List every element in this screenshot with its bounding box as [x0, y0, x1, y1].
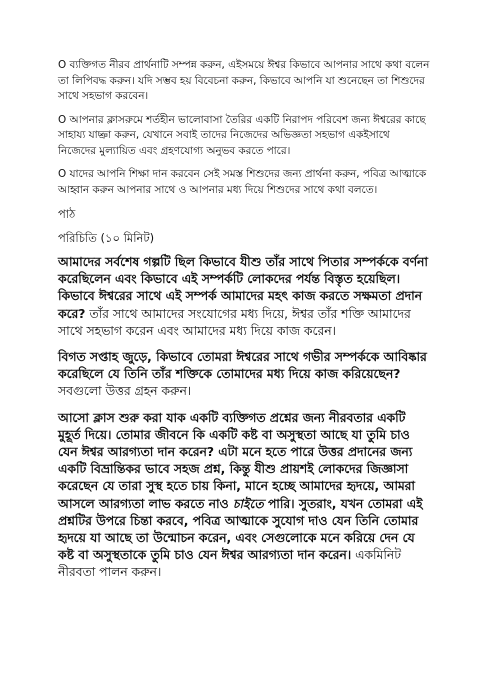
intro-paragraph-1 [58, 254, 430, 340]
intro-paragraph-2 [58, 349, 430, 401]
intro-paragraph-3 [58, 410, 430, 582]
prayer-step: O ব্যক্তিগত নীরব প্রার্থনাটি সম্পন্ন করুন, এইসময়ে ঈশ্বর কিভাবে আপনার সাথে কথা বলেন তা লিপিবদ্ধ করুন। যদি সম্ভব হয় বিবেচনা করুন, কিভাবে আপনি যা শুনেছেন তা শিশুদের সাথে সহভাগ করবেন। [58, 59, 430, 102]
intro-paragraph-3-bold-1: আসো ক্লাস শুরু করা যাক একটি ব্যক্তিগত প্রশ্নের জন্য নীরবতার একটি মুহূর্ত দিয়ে। তোমার জীবনে কি একটি কষ্ট বা অসুস্থতা আছে যা তুমি চাও যেন ঈশ্বর আরগ্যতা দান করেন? এটা মনে হতে পারে উত্তর প্রদানের জন্য একটি বিভ্রান্তিকর ভাবে সহজ প্রশ্ন, কিন্তু যীশু প্রায়শই লোকদের জিজ্ঞাসা করেছেন যে তারা সুস্থ হতে চায় কিনা, মানে হচ্ছে আমাদের হৃদয়ে, আমরা আসলে আরগ্যতা লাভ করতে নাও [58, 410, 415, 511]
intro-paragraph-2-text: সবগুলো উত্তর গ্রহন করুন। [58, 384, 192, 399]
lesson-heading: পাঠ [58, 207, 76, 221]
prayer-step: O যাদের আপনি শিক্ষা দান করবেন সেই সমস্ত শিশুদের জন্য প্রার্থনা করুন, পবিত্র আত্মাকে আহ্বান করুন আপনার সাথে ও আপনার মধ্য দিয়ে শিশুদের সাথে কথা বলতে। [58, 168, 427, 196]
intro-heading: পরিচিতি (১০ মিনিট) [58, 231, 155, 245]
intro-paragraph-2-bold: বিগত সপ্তাহ জুড়ে, কিভাবে তোমরা ঈশ্বরের সাথে গভীর সম্পর্ককে আবিষ্কার করেছিলে যে তিনি তাঁর শক্তিকে তোমাদের মধ্য দিয়ে কাজ করিয়েছেন? [58, 350, 427, 382]
intro-paragraph-3-bold-2: পারি। সুতরাং, যখন তোমরা এই প্রশ্নটির উপরে চিন্তা করবে, পবিত্র আত্মাকে সুযোগ দাও যেন তিনি তোমার হৃদয়ে যা আছে তা উন্মোচন করেন, এবং সেগুলোকে মনে করিয়ে দেন যে কষ্ট বা অসুস্থতাকে তুমি চাও যেন ঈশ্বর আরগ্যতা দান করেন। [58, 496, 423, 563]
document-page [58, 58, 430, 591]
intro-paragraph-1-text: তাঁর সাথে আমাদের সংযোগের মধ্য দিয়ে, ঈশ্বর তাঁর শক্তি আমাদের সাথে সহভাগ করেন এবং আমাদের মধ্য দিয়ে কাজ করেন। [58, 306, 411, 338]
intro-paragraph-1-bold: আমাদের সর্বশেষ গল্পটি ছিল কিভাবে যীশু তাঁর সাথে পিতার সম্পর্ককে বর্ণনা করেছিলেন এবং কিভাবে এই সম্পর্কটি লোকদের পর্যন্ত বিস্তৃত হয়েছিল। কিভাবে ঈশ্বরের সাথে এই সম্পর্ক আমাদের মহৎ কাজ করতে সক্ষমতা প্রদান করে? [58, 255, 428, 321]
prayer-step: O আপনার ক্লাসরুমে শর্তহীন ভালোবাসা তৈরির একটি নিরাপদ পরিবেশ জন্য ঈশ্বরের কাছে সাহায্য যাচ্ঞা করুন, যেখানে সবাই তাদের নিজেদের অভিজ্ঞতা সহভাগ একইসাথে নিজেদের মুল্যায়িত এবং গ্রহণযোগ্য অনুভব করতে পারে। [58, 113, 426, 157]
intro-paragraph-3-text: একমিনিট নীরবতা পালন করুন। [58, 548, 401, 580]
intro-paragraph-3-italic: চাইতে [232, 496, 264, 511]
